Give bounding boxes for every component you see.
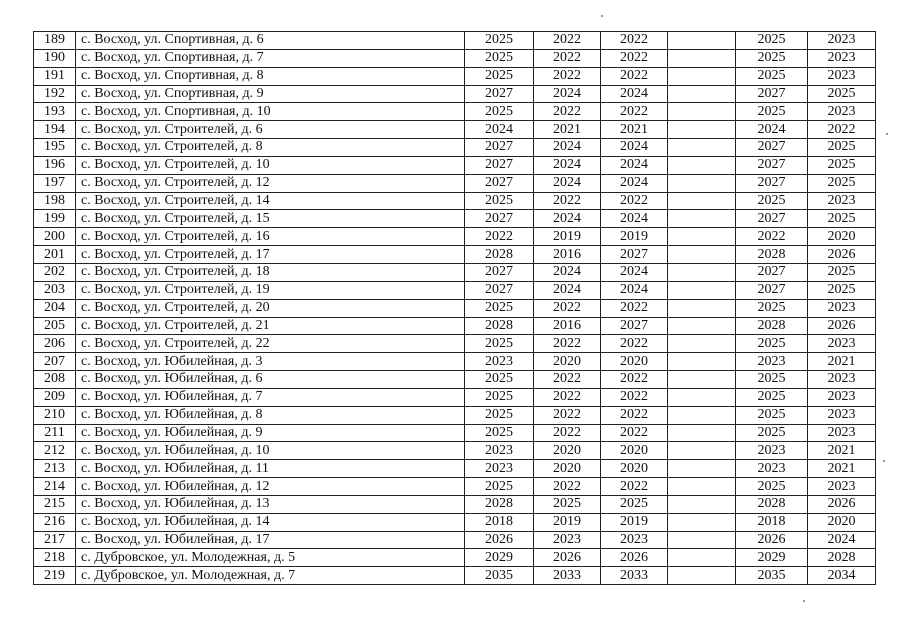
scan-speck	[886, 133, 888, 135]
row-number: 196	[34, 156, 76, 174]
year-cell-2: 2020	[534, 353, 601, 371]
year-cell-5: 2025	[736, 103, 808, 121]
row-number: 219	[34, 567, 76, 585]
year-cell-2: 2021	[534, 121, 601, 139]
year-cell-1: 2022	[465, 228, 534, 246]
address-cell: с. Восход, ул. Юбилейная, д. 11	[76, 460, 465, 478]
address-cell: с. Восход, ул. Юбилейная, д. 12	[76, 478, 465, 496]
year-cell-4	[668, 549, 736, 567]
year-cell-3: 2024	[601, 174, 668, 192]
year-cell-6: 2025	[808, 85, 876, 103]
year-cell-4	[668, 513, 736, 531]
year-cell-3: 2024	[601, 210, 668, 228]
table-row	[34, 495, 876, 513]
year-cell-1: 2025	[465, 299, 534, 317]
year-cell-4	[668, 388, 736, 406]
year-cell-5: 2018	[736, 513, 808, 531]
address-cell: с. Восход, ул. Строителей, д. 6	[76, 121, 465, 139]
year-cell-6: 2023	[808, 67, 876, 85]
address-cell: с. Восход, ул. Спортивная, д. 10	[76, 103, 465, 121]
year-cell-5: 2027	[736, 85, 808, 103]
year-cell-5: 2027	[736, 210, 808, 228]
year-cell-5: 2026	[736, 531, 808, 549]
year-cell-2: 2022	[534, 478, 601, 496]
year-cell-5: 2027	[736, 263, 808, 281]
year-cell-1: 2023	[465, 442, 534, 460]
address-cell: с. Восход, ул. Спортивная, д. 8	[76, 67, 465, 85]
year-cell-4	[668, 67, 736, 85]
table-row	[34, 49, 876, 67]
table-row	[34, 139, 876, 157]
year-cell-4	[668, 85, 736, 103]
address-cell: с. Восход, ул. Строителей, д. 14	[76, 192, 465, 210]
year-cell-2: 2022	[534, 192, 601, 210]
year-cell-2: 2026	[534, 549, 601, 567]
year-cell-5: 2028	[736, 495, 808, 513]
address-cell: с. Восход, ул. Строителей, д. 22	[76, 335, 465, 353]
year-cell-3: 2026	[601, 549, 668, 567]
row-number: 197	[34, 174, 76, 192]
year-cell-2: 2024	[534, 210, 601, 228]
year-cell-4	[668, 49, 736, 67]
table-row	[34, 156, 876, 174]
table-row	[34, 424, 876, 442]
year-cell-6: 2023	[808, 388, 876, 406]
year-cell-5: 2025	[736, 371, 808, 389]
year-cell-4	[668, 263, 736, 281]
year-cell-2: 2024	[534, 156, 601, 174]
year-cell-2: 2024	[534, 281, 601, 299]
year-cell-6: 2025	[808, 263, 876, 281]
table-row	[34, 335, 876, 353]
year-cell-2: 2019	[534, 513, 601, 531]
address-cell: с. Восход, ул. Юбилейная, д. 7	[76, 388, 465, 406]
address-cell: с. Восход, ул. Спортивная, д. 9	[76, 85, 465, 103]
year-cell-4	[668, 478, 736, 496]
address-cell: с. Восход, ул. Строителей, д. 16	[76, 228, 465, 246]
year-cell-1: 2035	[465, 567, 534, 585]
year-cell-5: 2027	[736, 174, 808, 192]
year-cell-2: 2022	[534, 424, 601, 442]
year-cell-4	[668, 317, 736, 335]
year-cell-1: 2025	[465, 371, 534, 389]
year-cell-2: 2024	[534, 139, 601, 157]
row-number: 195	[34, 139, 76, 157]
year-cell-6: 2023	[808, 406, 876, 424]
year-cell-2: 2023	[534, 531, 601, 549]
year-cell-3: 2022	[601, 49, 668, 67]
year-cell-3: 2022	[601, 67, 668, 85]
year-cell-4	[668, 121, 736, 139]
document-page	[33, 31, 876, 585]
address-cell: с. Восход, ул. Строителей, д. 15	[76, 210, 465, 228]
year-cell-3: 2027	[601, 246, 668, 264]
row-number: 201	[34, 246, 76, 264]
year-cell-3: 2020	[601, 442, 668, 460]
address-cell: с. Восход, ул. Юбилейная, д. 13	[76, 495, 465, 513]
row-number: 210	[34, 406, 76, 424]
year-cell-1: 2025	[465, 478, 534, 496]
table-row	[34, 460, 876, 478]
row-number: 193	[34, 103, 76, 121]
year-cell-6: 2023	[808, 299, 876, 317]
year-cell-2: 2016	[534, 317, 601, 335]
year-cell-5: 2024	[736, 121, 808, 139]
year-cell-2: 2020	[534, 442, 601, 460]
row-number: 213	[34, 460, 76, 478]
year-cell-1: 2027	[465, 263, 534, 281]
year-cell-6: 2023	[808, 424, 876, 442]
year-cell-2: 2033	[534, 567, 601, 585]
table-row	[34, 192, 876, 210]
year-cell-4	[668, 335, 736, 353]
row-number: 214	[34, 478, 76, 496]
row-number: 200	[34, 228, 76, 246]
year-cell-3: 2024	[601, 85, 668, 103]
year-cell-4	[668, 531, 736, 549]
table-row	[34, 567, 876, 585]
year-cell-6: 2020	[808, 513, 876, 531]
table-row	[34, 32, 876, 50]
year-cell-4	[668, 299, 736, 317]
year-cell-5: 2025	[736, 32, 808, 50]
table-row	[34, 388, 876, 406]
row-number: 206	[34, 335, 76, 353]
year-cell-1: 2025	[465, 335, 534, 353]
row-number: 218	[34, 549, 76, 567]
year-cell-3: 2021	[601, 121, 668, 139]
year-cell-6: 2023	[808, 478, 876, 496]
year-cell-2: 2022	[534, 371, 601, 389]
table-row	[34, 317, 876, 335]
year-cell-6: 2023	[808, 103, 876, 121]
row-number: 215	[34, 495, 76, 513]
address-cell: с. Восход, ул. Строителей, д. 18	[76, 263, 465, 281]
year-cell-6: 2023	[808, 371, 876, 389]
address-cell: с. Восход, ул. Строителей, д. 17	[76, 246, 465, 264]
year-cell-4	[668, 32, 736, 50]
year-cell-1: 2027	[465, 174, 534, 192]
row-number: 216	[34, 513, 76, 531]
row-number: 208	[34, 371, 76, 389]
year-cell-4	[668, 353, 736, 371]
year-cell-2: 2020	[534, 460, 601, 478]
address-cell: с. Восход, ул. Юбилейная, д. 8	[76, 406, 465, 424]
address-cell: с. Восход, ул. Юбилейная, д. 17	[76, 531, 465, 549]
year-cell-4	[668, 406, 736, 424]
row-number: 203	[34, 281, 76, 299]
year-cell-2: 2022	[534, 67, 601, 85]
year-cell-6: 2023	[808, 335, 876, 353]
table-row	[34, 263, 876, 281]
year-cell-5: 2023	[736, 353, 808, 371]
year-cell-5: 2025	[736, 424, 808, 442]
year-cell-5: 2022	[736, 228, 808, 246]
year-cell-4	[668, 460, 736, 478]
year-cell-2: 2024	[534, 174, 601, 192]
year-cell-4	[668, 567, 736, 585]
table-row	[34, 174, 876, 192]
row-number: 191	[34, 67, 76, 85]
year-cell-4	[668, 246, 736, 264]
address-cell: с. Восход, ул. Юбилейная, д. 10	[76, 442, 465, 460]
year-cell-3: 2022	[601, 406, 668, 424]
table-row	[34, 299, 876, 317]
year-cell-3: 2019	[601, 228, 668, 246]
address-cell: с. Дубровское, ул. Молодежная, д. 5	[76, 549, 465, 567]
year-cell-1: 2025	[465, 388, 534, 406]
year-cell-3: 2022	[601, 335, 668, 353]
year-cell-3: 2027	[601, 317, 668, 335]
year-cell-3: 2022	[601, 371, 668, 389]
address-cell: с. Восход, ул. Юбилейная, д. 6	[76, 371, 465, 389]
year-cell-4	[668, 210, 736, 228]
row-number: 192	[34, 85, 76, 103]
year-cell-5: 2028	[736, 317, 808, 335]
year-cell-4	[668, 495, 736, 513]
year-cell-3: 2022	[601, 192, 668, 210]
year-cell-1: 2028	[465, 246, 534, 264]
scan-speck	[883, 460, 885, 462]
year-cell-5: 2027	[736, 156, 808, 174]
year-cell-5: 2023	[736, 460, 808, 478]
year-cell-6: 2026	[808, 317, 876, 335]
year-cell-2: 2022	[534, 103, 601, 121]
year-cell-2: 2022	[534, 49, 601, 67]
year-cell-4	[668, 281, 736, 299]
year-cell-3: 2019	[601, 513, 668, 531]
scan-speck	[803, 600, 805, 602]
year-cell-1: 2025	[465, 32, 534, 50]
year-cell-3: 2024	[601, 139, 668, 157]
year-cell-2: 2019	[534, 228, 601, 246]
row-number: 217	[34, 531, 76, 549]
year-cell-6: 2025	[808, 210, 876, 228]
year-cell-5: 2025	[736, 299, 808, 317]
year-cell-3: 2022	[601, 478, 668, 496]
year-cell-1: 2025	[465, 67, 534, 85]
year-cell-2: 2022	[534, 299, 601, 317]
year-cell-2: 2022	[534, 335, 601, 353]
year-cell-1: 2025	[465, 49, 534, 67]
address-cell: с. Восход, ул. Юбилейная, д. 3	[76, 353, 465, 371]
year-cell-6: 2028	[808, 549, 876, 567]
table-row	[34, 442, 876, 460]
year-cell-2: 2025	[534, 495, 601, 513]
year-cell-1: 2027	[465, 85, 534, 103]
year-cell-6: 2023	[808, 49, 876, 67]
year-cell-6: 2021	[808, 442, 876, 460]
year-cell-4	[668, 192, 736, 210]
year-cell-2: 2024	[534, 85, 601, 103]
row-number: 199	[34, 210, 76, 228]
housing-schedule-table	[33, 31, 876, 585]
year-cell-4	[668, 442, 736, 460]
year-cell-1: 2029	[465, 549, 534, 567]
year-cell-6: 2026	[808, 246, 876, 264]
year-cell-1: 2025	[465, 103, 534, 121]
address-cell: с. Восход, ул. Строителей, д. 21	[76, 317, 465, 335]
address-cell: с. Восход, ул. Строителей, д. 20	[76, 299, 465, 317]
table-row	[34, 67, 876, 85]
table-row	[34, 406, 876, 424]
address-cell: с. Восход, ул. Строителей, д. 10	[76, 156, 465, 174]
year-cell-5: 2035	[736, 567, 808, 585]
year-cell-1: 2028	[465, 317, 534, 335]
row-number: 189	[34, 32, 76, 50]
year-cell-4	[668, 156, 736, 174]
row-number: 211	[34, 424, 76, 442]
table-row	[34, 371, 876, 389]
year-cell-3: 2033	[601, 567, 668, 585]
year-cell-6: 2020	[808, 228, 876, 246]
year-cell-3: 2025	[601, 495, 668, 513]
year-cell-1: 2023	[465, 460, 534, 478]
year-cell-6: 2025	[808, 281, 876, 299]
year-cell-1: 2027	[465, 156, 534, 174]
year-cell-5: 2025	[736, 192, 808, 210]
year-cell-5: 2027	[736, 281, 808, 299]
table-row	[34, 210, 876, 228]
year-cell-1: 2025	[465, 424, 534, 442]
year-cell-4	[668, 174, 736, 192]
address-cell: с. Восход, ул. Юбилейная, д. 9	[76, 424, 465, 442]
table-row	[34, 353, 876, 371]
table-row	[34, 85, 876, 103]
year-cell-1: 2027	[465, 281, 534, 299]
year-cell-6: 2025	[808, 139, 876, 157]
row-number: 194	[34, 121, 76, 139]
table-body	[34, 32, 876, 585]
year-cell-3: 2020	[601, 353, 668, 371]
scan-speck	[601, 15, 603, 17]
year-cell-6: 2022	[808, 121, 876, 139]
year-cell-1: 2028	[465, 495, 534, 513]
year-cell-3: 2022	[601, 299, 668, 317]
table-row	[34, 121, 876, 139]
year-cell-4	[668, 228, 736, 246]
address-cell: с. Восход, ул. Строителей, д. 12	[76, 174, 465, 192]
year-cell-5: 2028	[736, 246, 808, 264]
row-number: 204	[34, 299, 76, 317]
year-cell-1: 2026	[465, 531, 534, 549]
year-cell-6: 2034	[808, 567, 876, 585]
address-cell: с. Восход, ул. Юбилейная, д. 14	[76, 513, 465, 531]
row-number: 198	[34, 192, 76, 210]
year-cell-5: 2025	[736, 478, 808, 496]
table-row	[34, 513, 876, 531]
year-cell-5: 2025	[736, 67, 808, 85]
year-cell-5: 2025	[736, 49, 808, 67]
table-row	[34, 478, 876, 496]
year-cell-1: 2018	[465, 513, 534, 531]
year-cell-1: 2024	[465, 121, 534, 139]
address-cell: с. Дубровское, ул. Молодежная, д. 7	[76, 567, 465, 585]
year-cell-2: 2022	[534, 388, 601, 406]
table-row	[34, 549, 876, 567]
year-cell-3: 2023	[601, 531, 668, 549]
year-cell-6: 2021	[808, 460, 876, 478]
table-row	[34, 103, 876, 121]
year-cell-6: 2025	[808, 174, 876, 192]
year-cell-1: 2023	[465, 353, 534, 371]
row-number: 190	[34, 49, 76, 67]
year-cell-3: 2022	[601, 388, 668, 406]
year-cell-6: 2021	[808, 353, 876, 371]
table-row	[34, 281, 876, 299]
year-cell-4	[668, 103, 736, 121]
year-cell-6: 2025	[808, 156, 876, 174]
year-cell-1: 2025	[465, 406, 534, 424]
year-cell-5: 2023	[736, 442, 808, 460]
year-cell-5: 2025	[736, 388, 808, 406]
year-cell-5: 2027	[736, 139, 808, 157]
year-cell-3: 2022	[601, 424, 668, 442]
year-cell-3: 2022	[601, 103, 668, 121]
address-cell: с. Восход, ул. Спортивная, д. 6	[76, 32, 465, 50]
row-number: 212	[34, 442, 76, 460]
row-number: 202	[34, 263, 76, 281]
row-number: 205	[34, 317, 76, 335]
year-cell-5: 2029	[736, 549, 808, 567]
year-cell-5: 2025	[736, 406, 808, 424]
year-cell-4	[668, 424, 736, 442]
year-cell-4	[668, 371, 736, 389]
year-cell-6: 2024	[808, 531, 876, 549]
year-cell-3: 2024	[601, 156, 668, 174]
year-cell-6: 2023	[808, 32, 876, 50]
year-cell-1: 2027	[465, 210, 534, 228]
table-row	[34, 228, 876, 246]
year-cell-3: 2020	[601, 460, 668, 478]
address-cell: с. Восход, ул. Спортивная, д. 7	[76, 49, 465, 67]
table-row	[34, 531, 876, 549]
year-cell-2: 2016	[534, 246, 601, 264]
address-cell: с. Восход, ул. Строителей, д. 19	[76, 281, 465, 299]
address-cell: с. Восход, ул. Строителей, д. 8	[76, 139, 465, 157]
year-cell-3: 2022	[601, 32, 668, 50]
year-cell-1: 2025	[465, 192, 534, 210]
year-cell-6: 2023	[808, 192, 876, 210]
year-cell-4	[668, 139, 736, 157]
year-cell-1: 2027	[465, 139, 534, 157]
row-number: 207	[34, 353, 76, 371]
table-row	[34, 246, 876, 264]
year-cell-6: 2026	[808, 495, 876, 513]
year-cell-2: 2022	[534, 406, 601, 424]
year-cell-3: 2024	[601, 263, 668, 281]
year-cell-3: 2024	[601, 281, 668, 299]
year-cell-2: 2024	[534, 263, 601, 281]
year-cell-5: 2025	[736, 335, 808, 353]
row-number: 209	[34, 388, 76, 406]
year-cell-2: 2022	[534, 32, 601, 50]
